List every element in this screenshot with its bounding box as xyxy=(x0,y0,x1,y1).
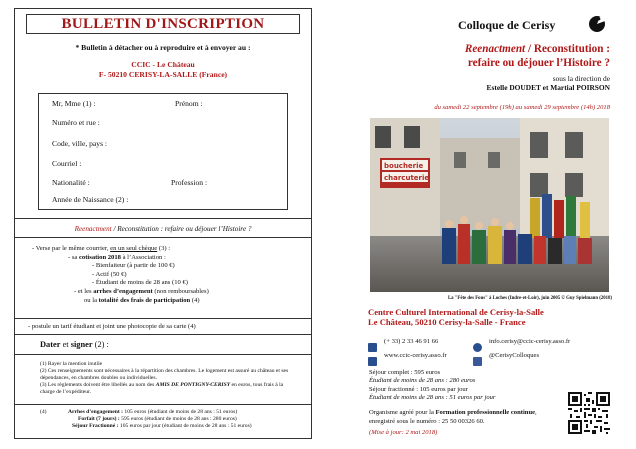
profession-field[interactable]: Profession : xyxy=(171,178,208,187)
footnote-1: (1) Rayer la mention inutile xyxy=(40,361,103,367)
update-date: (Mise à jour: 2 mai 2018) xyxy=(369,429,438,436)
firstname-field[interactable]: Prénom : xyxy=(175,99,203,108)
birth-year-field[interactable]: Année de Naissance (2) : xyxy=(52,195,129,204)
total-fees-line[interactable]: ou la totalité des frais de participation (4) xyxy=(84,296,200,304)
social-icon xyxy=(473,352,482,370)
reenactment-word: Reenactment xyxy=(74,225,112,233)
price-list: Séjour complet : 595 euros Étudiant de moins de 28 ans : 280 euros Séjour fractionné : 105 euros par jour Étudiant de moins de 28 ans : 51 euros par jour xyxy=(369,369,496,402)
colloque-title-line xyxy=(16,225,310,233)
detach-instruction: * Bulletin à détacher ou à reproduire et à envoyer au : xyxy=(75,43,251,52)
footnote-4: Arrhes d’engagement : 105 euros (étudiant de moins de 28 ans : 51 euros) Forfait (7 jours) : 595 euros (étudiant de moins de 28 ans : 280 euros) Séjour Fractionné : 105 euros par jour (étudiant de moins de 28 ans : 51 euros) xyxy=(68,409,252,430)
payment-section xyxy=(32,245,302,305)
event-dates: du samedi 22 septembre (19h) au samedi 29 septembre (14h) 2018 xyxy=(434,104,610,111)
date-sign-line[interactable]: Dater et signer (2) : xyxy=(40,340,109,349)
address-line-1: CCIC - Le Château xyxy=(131,60,195,69)
phone-number: (+ 33) 2 33 46 91 66 xyxy=(384,338,439,345)
footnote-2: (2) Ces renseignements sont nécessaires à la répartition des chambres. Le logement est assuré au château et ses dépendances, en chambres doubles ou individuelles. xyxy=(40,368,289,382)
divider xyxy=(14,354,312,355)
personal-info-box xyxy=(38,93,288,210)
twitter-handle[interactable]: @CerisyColloques xyxy=(489,352,540,359)
deposit-line[interactable]: - et les arrhes d’engagement (non remboursables) xyxy=(74,287,209,295)
website-link[interactable]: www.ccic-cerisy.asso.fr xyxy=(384,352,447,359)
colloque-title: Reenactment / Reconstitution : refaire ou déjouer l’Histoire ? xyxy=(464,43,610,69)
brand-name: Colloque de Cerisy xyxy=(458,18,556,32)
name-field[interactable]: Mr, Mme (1) : xyxy=(52,99,96,108)
center-info: Centre Culturel International de Cerisy-la-Salle Le Château, 50210 Cerisy-la-Salle - France xyxy=(368,307,544,327)
direction: sous la direction de Estelle DOUDET et Martial POIRSON xyxy=(486,74,610,92)
nationality-field[interactable]: Nationalité : xyxy=(52,178,90,187)
divider xyxy=(14,404,312,405)
colloque-title-rest: / Reconstitution : refaire ou déjouer l’Histoire ? xyxy=(111,225,252,233)
divider xyxy=(14,218,312,219)
divider xyxy=(14,334,312,335)
address-line-2: F- 50210 CERISY-LA-SALLE (France) xyxy=(98,70,228,79)
street-field[interactable]: Numéro et rue : xyxy=(52,118,100,127)
option-active[interactable]: - Actif (50 €) xyxy=(92,270,127,278)
footnote-4-number: (4) xyxy=(40,409,47,415)
registration-title: BULLETIN D'INSCRIPTION xyxy=(26,14,300,34)
mailing-address xyxy=(20,60,306,80)
payment-intro: - Verse par le même courrier, en un seul chèque (3) : xyxy=(32,245,171,252)
student-rate-line[interactable]: - postule un tarif étudiant et joint une photocopie de sa carte (4) xyxy=(28,323,196,330)
city-field[interactable]: Code, ville, pays : xyxy=(52,139,108,148)
photo-caption: La "Fête des Fous" à Loches (Indre-et-Loir), juin 2005 © Guy Spielmann (2018) xyxy=(447,296,612,301)
divider xyxy=(14,318,312,319)
option-benefactor[interactable]: - Bienfaiteur (à partir de 100 €) xyxy=(92,262,175,270)
qr-code-icon[interactable] xyxy=(568,392,610,434)
email-link[interactable]: info.cerisy@ccic-cerisy.asso.fr xyxy=(489,338,571,345)
web-icon xyxy=(368,352,377,370)
email-field[interactable]: Courriel : xyxy=(52,159,82,168)
shop-sign-text: boucherie xyxy=(384,162,424,170)
footnote-3: (3) Les règlements doivent être libellés au nom des AMIS DE PONTIGNY-CERISY en euros, tous frais à la charge de l’expéditeur. xyxy=(40,382,284,396)
option-student[interactable]: - Étudiant de moins de 28 ans (10 €) xyxy=(92,279,188,287)
svg-text:charcuterie: charcuterie xyxy=(384,174,430,182)
training-accreditation: Organisme agréé pour la Formation professionnelle continue, enregistré sous le numéro : 25 50 00326 60. xyxy=(369,409,537,425)
membership-line[interactable]: - sa cotisation 2018 à l’Association : xyxy=(68,253,166,261)
event-photo xyxy=(370,118,609,292)
divider xyxy=(14,237,312,238)
footnotes xyxy=(40,361,298,396)
cerisy-logo-icon xyxy=(588,15,606,33)
